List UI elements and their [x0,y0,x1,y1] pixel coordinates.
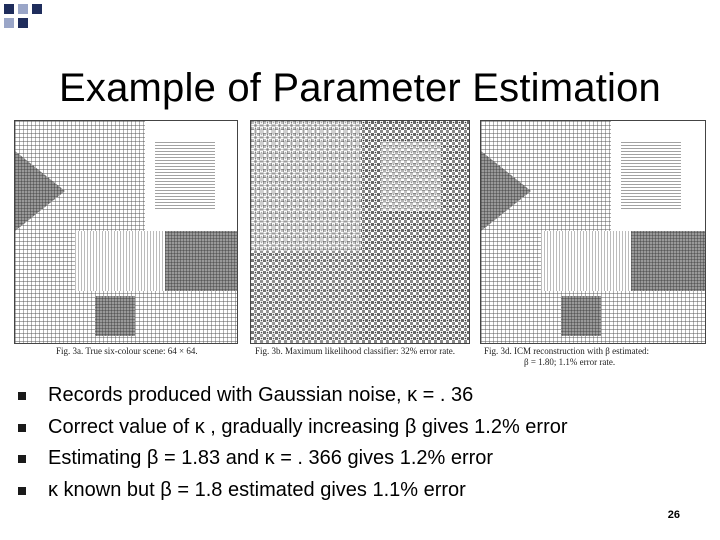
figure-maximum-likelihood [250,120,470,344]
bullet-text: Estimating β = 1.83 and κ = . 366 gives 1.2% error [48,447,494,469]
list-item [18,475,708,507]
figure-caption-3a: Fig. 3a. True six-colour scene: 64 × 64. [56,346,198,356]
bullet-text: κ known but β = 1.8 estimated gives 1.1% error [48,478,466,501]
bullet-text: Records produced with Gaussian noise, κ = . 36 [48,384,474,406]
bullet-square-icon [18,424,26,432]
bullet-text: Correct value of κ , gradually increasing β gives 1.2% error [48,415,568,438]
figure-caption-3d-line1: Fig. 3d. ICM reconstruction with β estimated: [484,346,650,356]
page-number: 26 [667,509,680,521]
list-item [18,412,708,444]
page-title: Example of Parameter Estimation [58,66,661,110]
figure-caption-3b: Fig. 3b. Maximum likelihood classifier: 32% error rate. [255,346,455,356]
bullet-square-icon [18,455,26,463]
bullet-list [18,380,708,506]
figure-icm-reconstruction [480,120,706,344]
figure-caption-3d [484,346,649,368]
figure-true-scene [14,120,238,344]
figure-caption-3d-line2: β = 1.80; 1.1% error rate. [524,357,616,367]
list-item [18,380,708,412]
list-item [18,443,708,475]
bullet-square-icon [18,487,26,495]
corner-decoration [0,0,60,40]
bullet-square-icon [18,392,26,400]
